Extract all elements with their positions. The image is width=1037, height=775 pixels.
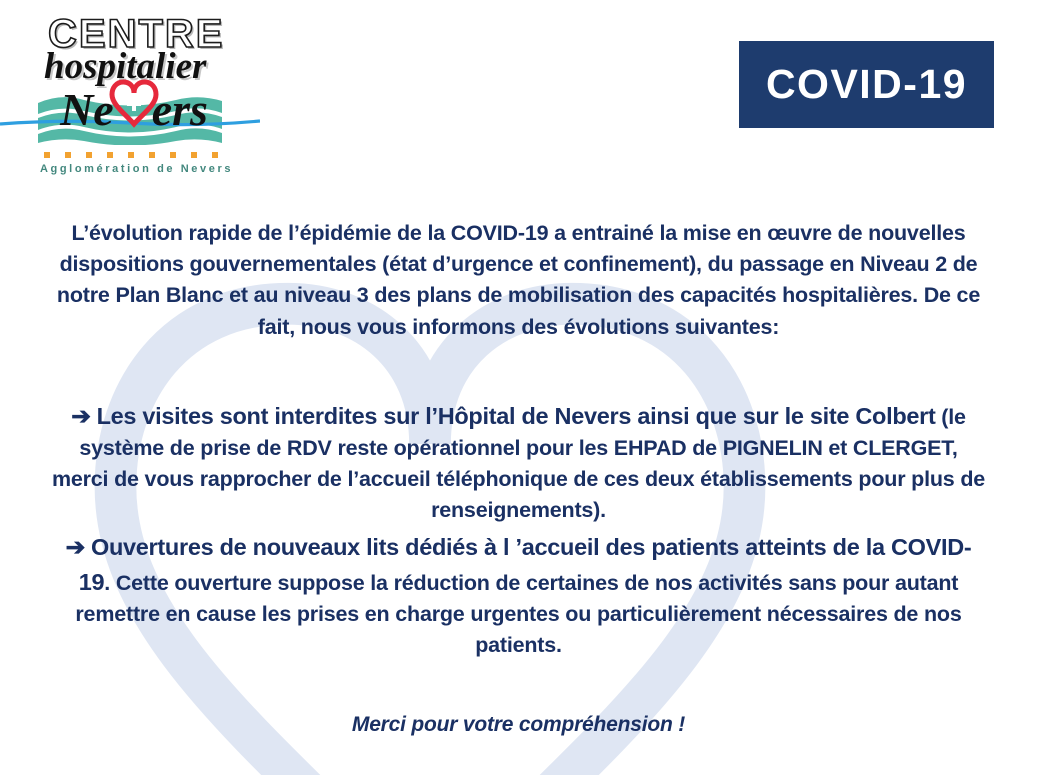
hospital-logo <box>30 14 238 190</box>
bullet-2-bold-text: Ouvertures de nouveaux lits dédiés à l ’accueil des patients atteints de la COVID-19 <box>78 534 972 595</box>
logo-wave-band <box>30 84 230 145</box>
covid-19-banner <box>739 41 994 128</box>
arrow-icon: ➔ <box>71 402 91 429</box>
bullet-ouvertures-lits <box>51 530 986 661</box>
bullet-1-rest: (le système de prise de RDV reste opérationnel pour les EHPAD de PIGNELIN et CLERGET, merci de vous rapprocher de l’accueil téléphonique de ces deux établissements pour plus de renseignements). <box>51 404 986 523</box>
bullet-visites-interdites <box>51 399 986 527</box>
logo-centre-text: CENTRE <box>48 12 225 56</box>
closing-line: Merci pour votre compréhension ! <box>351 713 686 737</box>
logo-tagline: Agglomération de Nevers <box>40 163 234 175</box>
orange-squares-row <box>30 152 238 158</box>
logo-nevers-text <box>42 84 226 135</box>
covid-19-banner-label: COVID-19 <box>765 61 968 107</box>
logo-hospitalier-text: hospitalier <box>44 46 207 87</box>
nevers-end: ers <box>151 84 208 135</box>
bullet-2-rest: . Cette ouverture suppose la réduction de certaines de nos activités sans pour autant remettre en cause les prises en charge urgentes ou particulièrement nécessaires de nos patients. <box>75 570 962 657</box>
intro-paragraph: L’évolution rapide de l’épidémie de la COVID-19 a entrainé la mise en œuvre de nouvelles dispositions gouvernementales (état d’urgence et confinement), du passage en Niveau 2 de notre Plan Blanc et au niveau 3 des plans de mobilisation des capacités hospitalières. De ce fait, nous vous informons des évolutions suivantes: <box>56 221 981 339</box>
announcement-body <box>51 218 986 737</box>
heart-icon <box>108 77 160 129</box>
arrow-icon: ➔ <box>65 534 85 561</box>
nevers-start: Ne <box>60 84 114 135</box>
bullet-1-bold <box>71 403 935 429</box>
bullet-1-bold-text: Les visites sont interdites sur l’Hôpital de Nevers ainsi que sur le site Colbert <box>96 402 936 429</box>
